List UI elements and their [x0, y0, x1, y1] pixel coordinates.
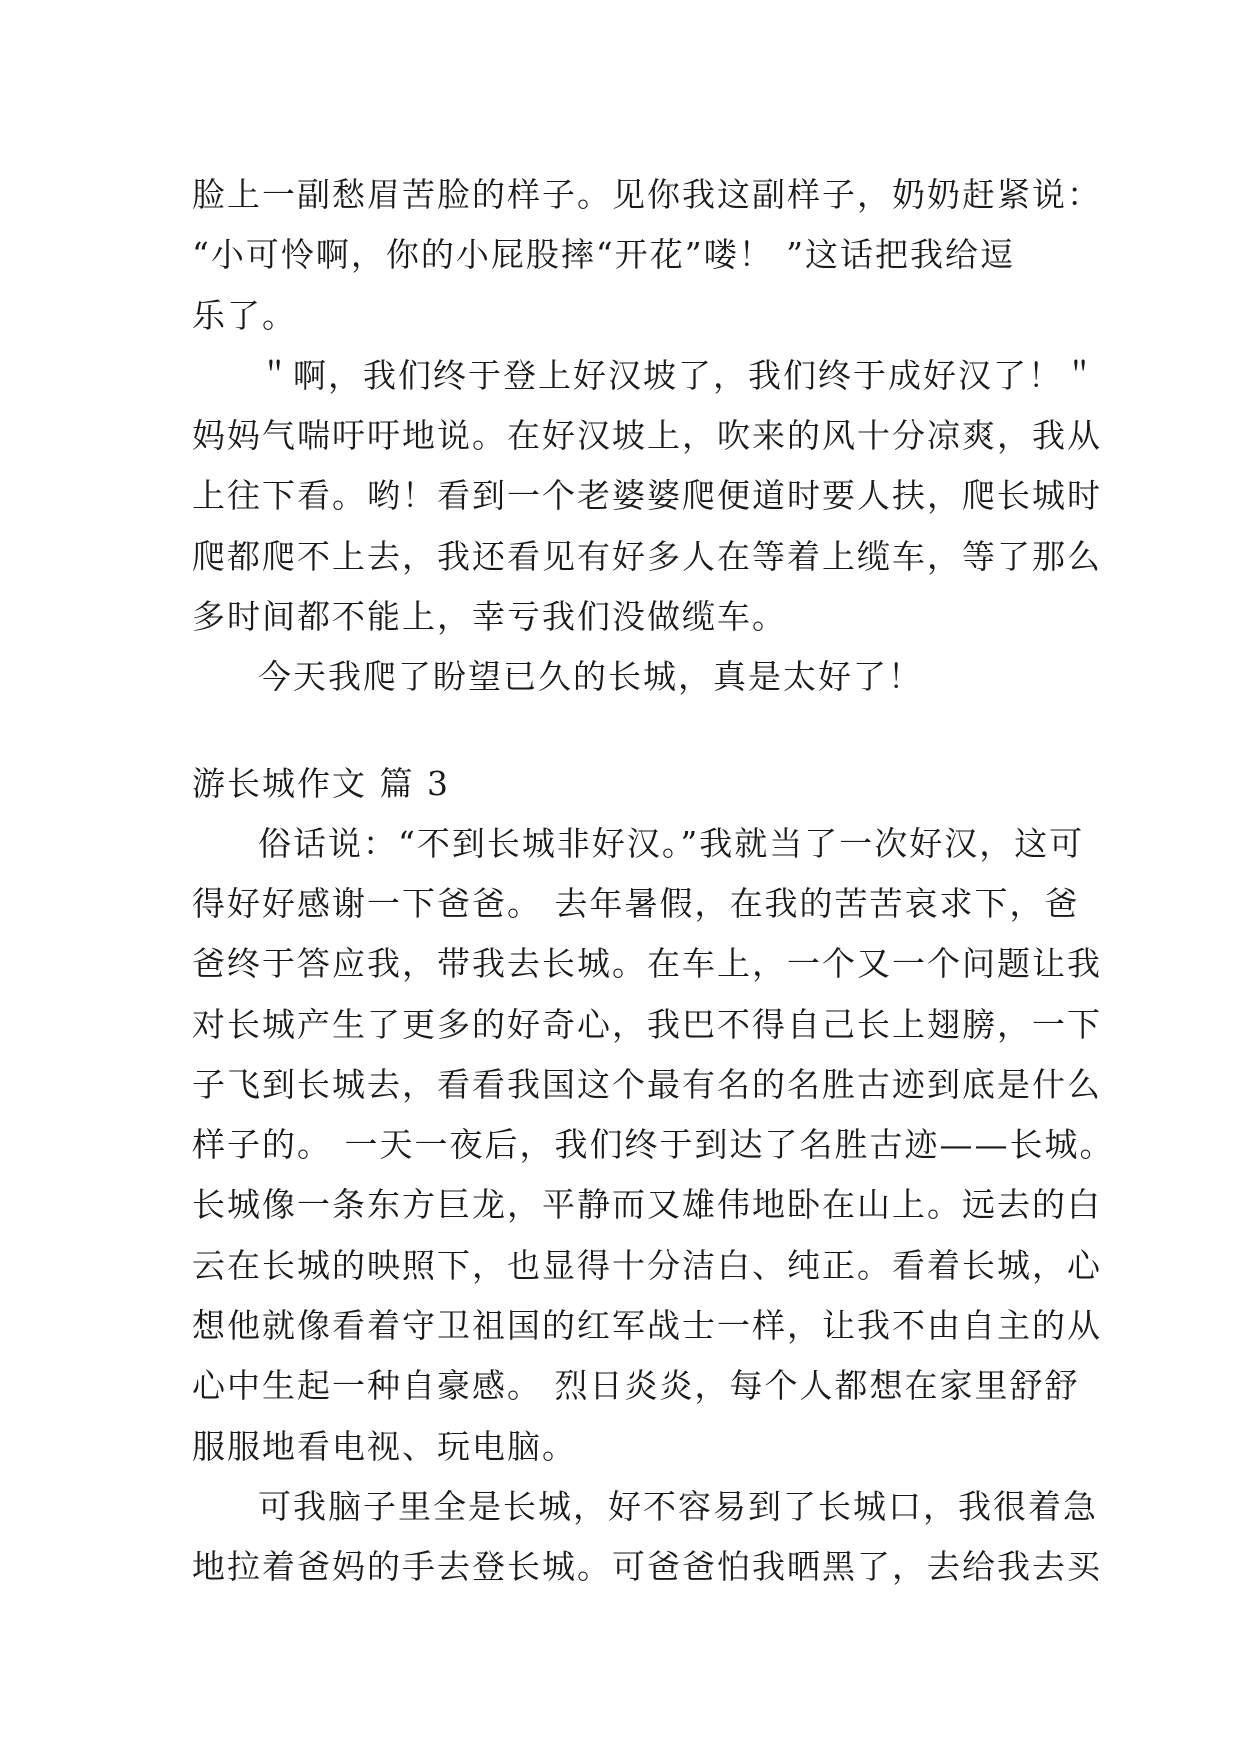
text-line: “小可怜啊，你的小屁股摔“开花”喽！ ”这话把我给逗 [192, 235, 1015, 275]
text-line: 服服地看电视、玩电脑。 [192, 1426, 577, 1466]
text-line: 妈妈气喘吁吁地说。在好汉坡上，吹来的风十分凉爽，我从 [192, 416, 1102, 456]
text-line: 爬都爬不上去，我还看见有好多人在等着上缆车，等了那么 [192, 536, 1102, 576]
text-line: 对长城产生了更多的好奇心，我巴不得自己长上翅膀，一下 [192, 1004, 1102, 1044]
text-line: 长城像一条东方巨龙，平静而又雄伟地卧在山上。远去的白 [192, 1185, 1102, 1225]
section-heading: 游长城作文 篇 3 [192, 763, 450, 803]
section-gap [192, 708, 1072, 754]
paragraph [192, 814, 1115, 1477]
text-line: 脸上一副愁眉苦脸的样子。见你我这副样子，奶奶赶紧说： [192, 175, 1102, 214]
text-line: 乐了。 [192, 295, 297, 335]
text-line: 云在长城的映照下，也显得十分洁白、纯正。看着长城，心 [192, 1245, 1102, 1285]
text-line: 今天我爬了盼望已久的长城，真是太好了！ [258, 657, 923, 697]
text-line: 可我脑子里全是长城，好不容易到了长城口，我很着急 [258, 1486, 1098, 1526]
text-line: 俗话说：“不到长城非好汉。”我就当了一次好汉，这可 [258, 823, 1085, 863]
essay-text [192, 165, 1115, 1598]
text-line: 上往下看。哟！看到一个老婆婆爬便道时要人扶，爬长城时 [192, 476, 1102, 516]
text-line: 想他就像看着守卫祖国的红军战士一样，让我不由自主的从 [192, 1306, 1102, 1346]
text-line: ＂啊，我们终于登上好汉坡了，我们终于成好汉了！＂ [258, 355, 1098, 395]
text-line: 地拉着爸妈的手去登长城。可爸爸怕我晒黑了，去给我去买 [192, 1547, 1102, 1587]
paragraph [192, 647, 1072, 707]
paragraph [192, 165, 1102, 346]
text-line: 爸终于答应我，带我去长城。在车上，一个又一个问题让我 [192, 944, 1102, 984]
text-line: 心中生起一种自豪感。 烈日炎炎，每个人都想在家里舒舒 [192, 1366, 1080, 1406]
paragraph [192, 346, 1102, 647]
text-line: 子飞到长城去，看看我国这个最有名的名胜古迹到底是什么 [192, 1064, 1102, 1104]
paragraph [192, 1477, 1102, 1598]
text-line: 得好好感谢一下爸爸。 去年暑假，在我的苦苦哀求下，爸 [192, 883, 1080, 923]
text-line: 多时间都不能上，幸亏我们没做缆车。 [192, 597, 787, 637]
text-line: 样子的。 一天一夜后，我们终于到达了名胜古迹——长城。 [192, 1125, 1115, 1165]
